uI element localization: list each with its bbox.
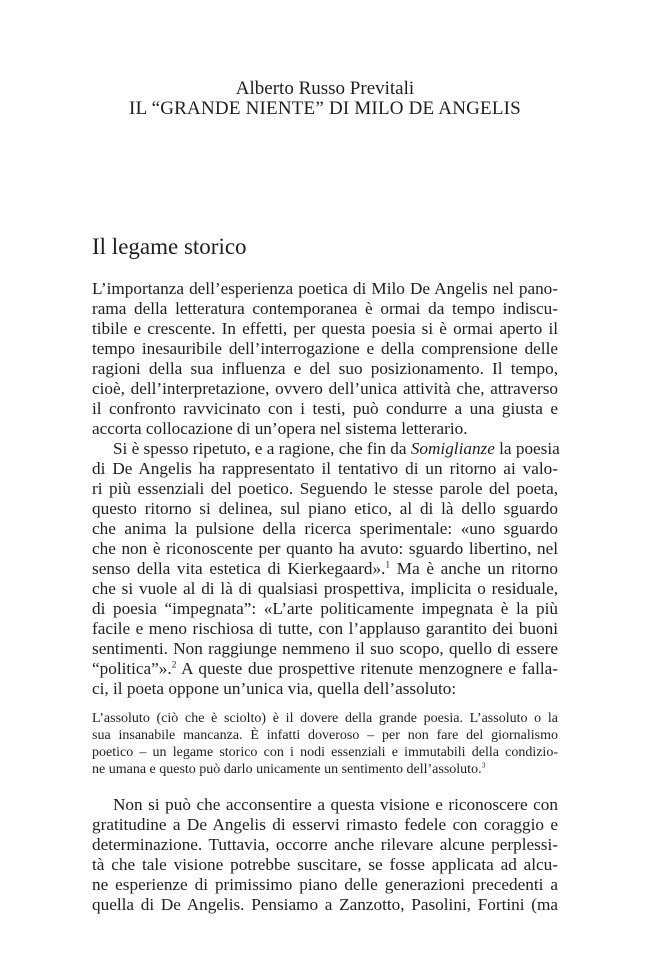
paragraph-2-line: che anima la pulsione della ricerca sperimentale: «uno sguardo (92, 519, 558, 538)
paragraph-2-text: Si è spesso ripetuto, e a ragione, che fin da (113, 439, 411, 458)
chapter-title: IL “GRANDE NIENTE” DI MILO DE ANGELIS (129, 98, 521, 119)
footnote-ref-3[interactable]: 3 (481, 760, 486, 770)
paragraph-2-line: facile e meno rischiosa di tutte, con l’applauso garantito dei buoni (92, 619, 558, 638)
block-quote-line: sua insanabile mancanza. È infatti doveroso – per non fare del giornalismo (92, 728, 558, 743)
paragraph-3-line: ne esperienze di primissimo piano delle generazioni precedenti a (92, 875, 558, 894)
paragraph-2-line (92, 659, 558, 679)
paragraph-2-text: Ma è anche un ritorno (390, 559, 558, 578)
paragraph-1-line: cioè, dell’interpretazione, ovvero dell’unica attività che, attraverso (92, 379, 558, 398)
paragraph-2-line: ci, il poeta oppone un’unica via, quella dell’assoluto: (92, 679, 457, 698)
paragraph-2-line: di De Angelis ha rappresentato il tentativo di un ritorno ai valo- (92, 459, 558, 478)
paragraph-1-line: accorta collocazione di un’opera nel sistema letterario. (92, 419, 468, 438)
paragraph-3-line: determinazione. Tuttavia, occorre anche rilevare alcune perplessi- (92, 835, 558, 854)
paragraph-1-line: ragioni della sua influenza e del suo posizionamento. Il tempo, (92, 359, 558, 378)
paragraph-2-text: A queste due prospettive ritenute menzognere e falla- (176, 659, 558, 678)
paragraph-1-line: L’importanza dell’esperienza poetica di Milo De Angelis nel pano- (92, 279, 558, 298)
paragraph-2-line: ri più essenziali del poetico. Seguendo le stesse parole del poeta, (92, 479, 558, 498)
footnote-ref-2[interactable]: 2 (171, 660, 177, 671)
section-heading: Il legame storico (92, 234, 247, 259)
paragraph-2-line (92, 559, 558, 579)
block-quote-line (92, 761, 558, 778)
paragraph-1-line: tibile e crescente. In effetti, per questa poesia si è ormai aperto il (92, 319, 558, 338)
paragraph-1-line: rama della letteratura contemporanea è ormai da tempo indiscu- (92, 299, 558, 318)
paragraph-3-line: quella di De Angelis. Pensiamo a Zanzotto, Pasolini, Fortini (ma (92, 895, 558, 914)
paragraph-2-line: che si vuole al di là di qualsiasi prospettiva, implicita o residuale, (92, 579, 558, 598)
paragraph-1-line: tempo inesauribile dell’interrogazione e della comprensione delle (92, 339, 558, 358)
author-name: Alberto Russo Previtali (235, 78, 415, 99)
paragraph-2-text: la poesia (494, 439, 560, 458)
paragraph-3-line: Non si può che acconsentire a questa visione e riconoscere con (113, 795, 558, 814)
paragraph-2-line: questo ritorno si delinea, sul piano etico, al di là dello sguardo (92, 499, 558, 518)
block-quote-text: ne umana e questo può darlo unicamente un sentimento dell’assoluto. (92, 762, 482, 777)
paragraph-2-line: che non è riconoscente per quanto ha avuto: sguardo libertino, nel (92, 539, 558, 558)
paragraph-2-text: senso della vita estetica di Kierkegaard». (92, 559, 386, 578)
paragraph-2-text: “politica”». (92, 659, 172, 678)
paragraph-2-line: sentimenti. Non raggiunge nemmeno il suo scopo, quello di essere (92, 639, 558, 658)
paragraph-1-line: il confronto ravvicinato con i testi, può condurre a una giusta e (92, 399, 558, 418)
paragraph-3-line: tà che tale visione potrebbe suscitare, se fosse applicata ad alcu- (92, 855, 558, 874)
paragraph-3-line: gratitudine a De Angelis di esservi rimasto fedele con coraggio e (92, 815, 558, 834)
footnote-ref-1[interactable]: 1 (385, 560, 391, 571)
block-quote-line: poetico – un legame storico con i nodi essenziali e immutabili della condizio- (92, 745, 558, 760)
block-quote-line: L’assoluto (ciò che è sciolto) è il dovere della grande poesia. L’assoluto o la (92, 711, 558, 726)
paragraph-2-line (92, 439, 558, 459)
paragraph-2-line: di poesia “impegnata”: «L’arte politicamente impegnata è la più (92, 599, 558, 618)
book-title-somiglianze: Somiglianze (410, 439, 495, 458)
